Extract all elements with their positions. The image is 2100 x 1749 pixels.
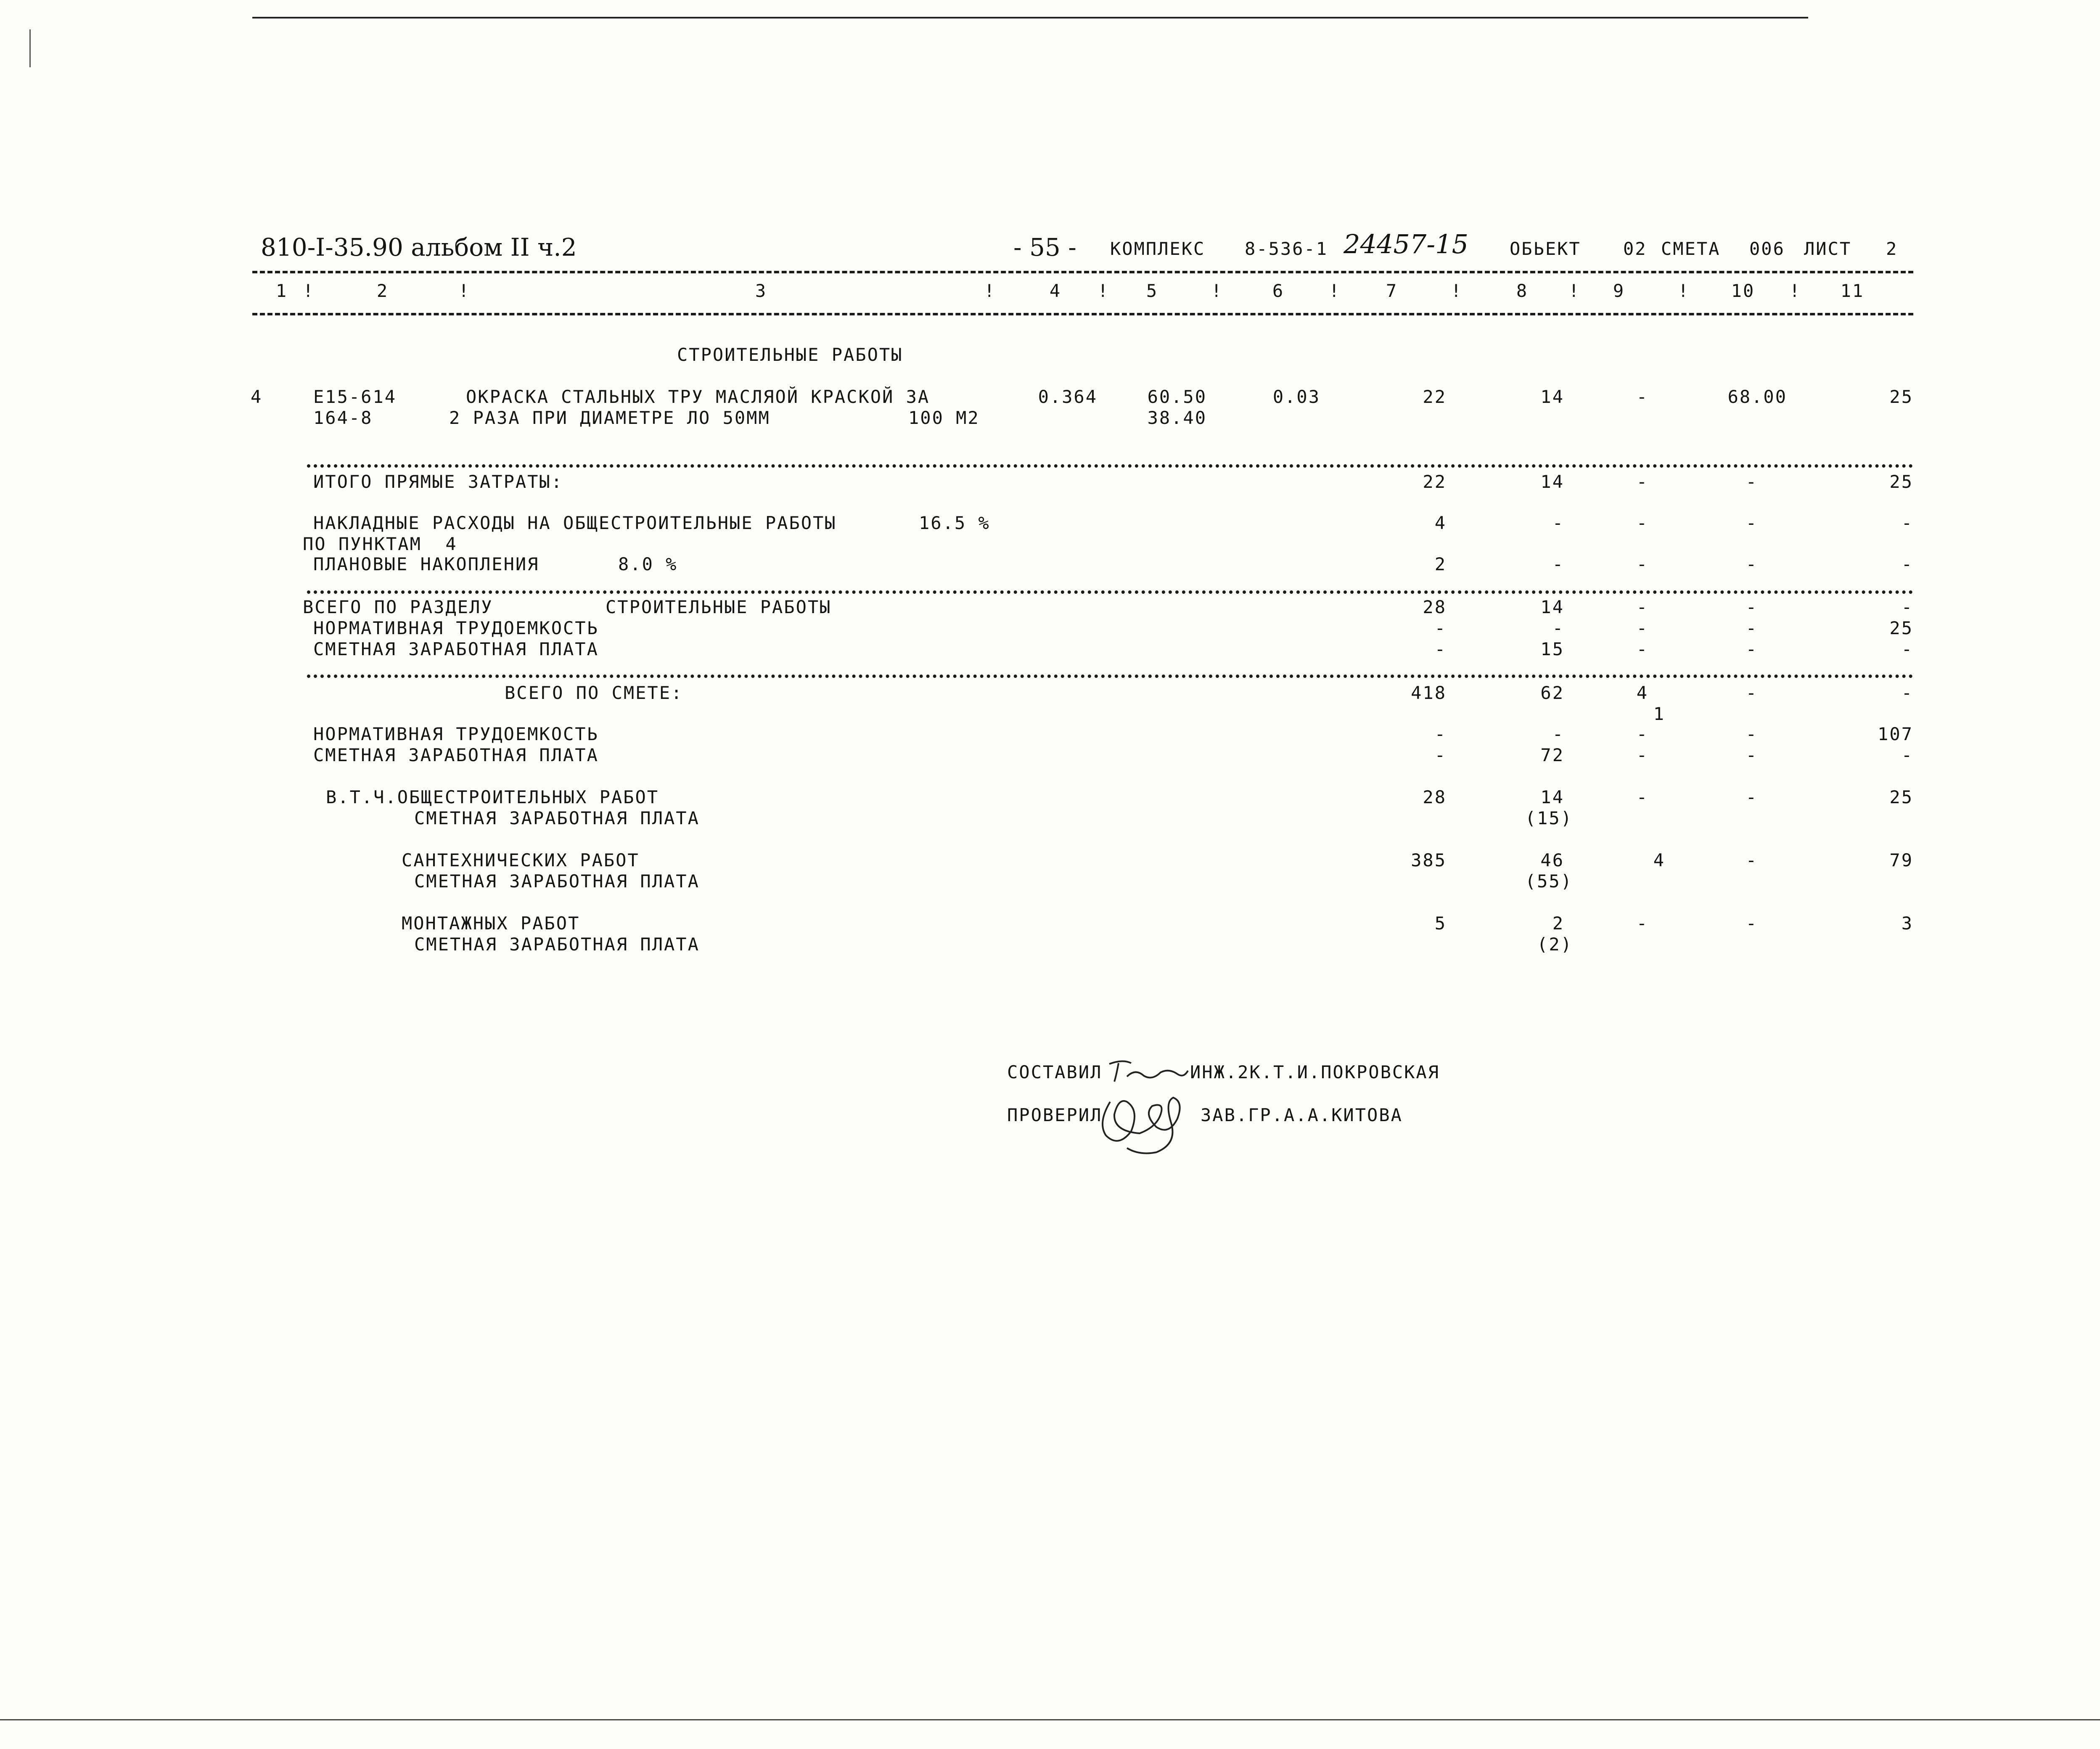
section-wage-col9: - [1636, 639, 1648, 659]
left-margin-tick [29, 29, 31, 67]
column-separator: ! [1568, 280, 1581, 301]
col-8: 8 [1516, 280, 1529, 301]
savings-col9: - [1636, 554, 1648, 574]
item-description-line2: 2 РАЗА ПРИ ДИАМЕТРЕ ЛО 50ММ [449, 407, 770, 428]
breakdown-plumbing-col10: - [1746, 850, 1758, 871]
checked-label: ПРОВЕРИЛ [1007, 1105, 1103, 1125]
column-separator: ! [1211, 280, 1223, 301]
breakdown-general-label: В.Т.Ч.ОБЩЕСТРОИТЕЛЬНЫХ РАБОТ [326, 787, 659, 807]
breakdown-plumbing-col9: 4 [1653, 850, 1665, 871]
sheet-label: ЛИСТ [1804, 238, 1852, 259]
overhead-col10: - [1746, 513, 1758, 533]
item-col9: - [1636, 386, 1648, 407]
section-wage-col11: - [1901, 639, 1913, 659]
breakdown-installation-col8-wage: (2) [1537, 934, 1573, 955]
breakdown-plumbing-col11: 79 [1889, 850, 1913, 871]
savings-label: ПЛАНОВЫЕ НАКОПЛЕНИЯ [313, 554, 540, 574]
separator-dotted [307, 464, 1913, 468]
savings-col8: - [1552, 554, 1564, 574]
column-separator: ! [1451, 280, 1463, 301]
sheet-value: 2 [1886, 238, 1898, 259]
breakdown-installation-col7: 5 [1434, 913, 1447, 934]
item-number: 4 [251, 386, 263, 407]
page-number: - 55 - [1013, 233, 1076, 262]
section-labor-label: НОРМАТИВНАЯ ТРУДОЕМКОСТЬ [313, 618, 599, 638]
overhead-col11: - [1901, 513, 1913, 533]
handwritten-code: 24457-15 [1344, 229, 1469, 259]
col-1: 1 [275, 280, 288, 301]
separator-dotted [307, 675, 1913, 678]
section-labor-col8: - [1552, 618, 1564, 638]
col-6: 6 [1272, 280, 1285, 301]
object-value: 02 [1623, 238, 1647, 259]
direct-costs-col8: 14 [1540, 471, 1564, 492]
breakdown-installation-col8: 2 [1552, 913, 1564, 934]
estimate-total-col9: 4 [1636, 683, 1648, 703]
complex-label: КОМПЛЕКС [1110, 238, 1206, 259]
estimate-value: 006 [1749, 238, 1785, 259]
header-rule-top [252, 271, 1913, 273]
overhead-col9: - [1636, 513, 1648, 533]
estimate-labor-col10: - [1746, 724, 1758, 744]
section-wage-col7: - [1434, 639, 1447, 659]
breakdown-general-col8-wage: (15) [1525, 808, 1573, 828]
item-code: Е15-614 [313, 386, 397, 407]
column-separator: ! [458, 280, 471, 301]
column-separator: ! [1098, 280, 1110, 301]
direct-costs-col7: 22 [1423, 471, 1447, 492]
bottom-edge-line [0, 1719, 2100, 1720]
estimate-total-col8: 62 [1540, 683, 1564, 703]
col-3: 3 [755, 280, 767, 301]
estimate-label: СМЕТА [1661, 238, 1721, 259]
col-2: 2 [376, 280, 389, 301]
header-rule-bottom [252, 313, 1913, 315]
section-total-col9: - [1636, 597, 1648, 617]
direct-costs-label: ИТОГО ПРЯМЫЕ ЗАТРАТЫ: [313, 471, 563, 492]
overhead-rate: 16.5 % [919, 513, 990, 533]
estimate-wage-col10: - [1746, 745, 1758, 765]
item-col5-second: 38.40 [1147, 407, 1207, 428]
estimate-total-col11: - [1901, 683, 1913, 703]
column-separator: ! [1678, 280, 1690, 301]
compiled-name: ИНЖ.2К.Т.И.ПОКРОВСКАЯ [1190, 1062, 1440, 1082]
breakdown-installation-col9: - [1636, 913, 1648, 934]
section-wage-col8: 15 [1540, 639, 1564, 659]
item-col6: 0.03 [1272, 386, 1320, 407]
section-labor-col7: - [1434, 618, 1447, 638]
breakdown-general-col8: 14 [1540, 787, 1564, 807]
section-title: СТРОИТЕЛЬНЫЕ РАБОТЫ [677, 344, 903, 365]
estimate-labor-col9: - [1636, 724, 1648, 744]
compiled-label: СОСТАВИЛ [1007, 1062, 1103, 1082]
complex-value: 8-536-1 [1245, 238, 1328, 259]
breakdown-plumbing-col8: 46 [1540, 850, 1564, 871]
checked-signature [1093, 1085, 1203, 1156]
item-unit: 100 М2 [908, 407, 980, 428]
col-9: 9 [1613, 280, 1625, 301]
direct-costs-col9: - [1636, 471, 1648, 492]
section-labor-col11: 25 [1889, 618, 1913, 638]
column-separator: ! [1329, 280, 1341, 301]
overhead-col8: - [1552, 513, 1564, 533]
breakdown-installation-col11: 3 [1901, 913, 1913, 934]
overhead-col7: 4 [1434, 513, 1447, 533]
breakdown-installation-col10: - [1746, 913, 1758, 934]
top-edge-line [252, 17, 1808, 19]
col-4: 4 [1049, 280, 1062, 301]
section-total-name: СТРОИТЕЛЬНЫЕ РАБОТЫ [606, 597, 832, 617]
overhead-points: ПО ПУНКТАМ 4 [303, 534, 458, 554]
estimate-wage-col11: - [1901, 745, 1913, 765]
item-col10: 68.00 [1727, 386, 1787, 407]
col-11: 11 [1840, 280, 1865, 301]
estimate-wage-col7: - [1434, 745, 1447, 765]
breakdown-plumbing-sub: СМЕТНАЯ ЗАРАБОТНАЯ ПЛАТА [414, 871, 700, 892]
breakdown-plumbing-label: САНТЕХНИЧЕСКИХ РАБОТ [402, 850, 640, 871]
estimate-wage-col9: - [1636, 745, 1648, 765]
compiled-signature [1106, 1056, 1190, 1089]
estimate-wage-label: СМЕТНАЯ ЗАРАБОТНАЯ ПЛАТА [313, 745, 599, 765]
estimate-labor-label: НОРМАТИВНАЯ ТРУДОЕМКОСТЬ [313, 724, 599, 744]
section-total-col11: - [1901, 597, 1913, 617]
estimate-labor-col7: - [1434, 724, 1447, 744]
estimate-total-col9-second: 1 [1653, 704, 1665, 724]
col-7: 7 [1386, 280, 1398, 301]
col-5: 5 [1146, 280, 1158, 301]
estimate-labor-col11: 107 [1878, 724, 1913, 744]
column-separator: ! [984, 280, 996, 301]
section-wage-label: СМЕТНАЯ ЗАРАБОТНАЯ ПЛАТА [313, 639, 599, 659]
savings-col11: - [1901, 554, 1913, 574]
document-code: 810-I-35.90 альбом II ч.2 [261, 233, 577, 262]
breakdown-installation-label: МОНТАЖНЫХ РАБОТ [402, 913, 580, 934]
overhead-label: НАКЛАДНЫЕ РАСХОДЫ НА ОБЩЕСТРОИТЕЛЬНЫЕ РАБОТЫ [313, 513, 837, 533]
col-10: 10 [1731, 280, 1755, 301]
breakdown-general-col9: - [1636, 787, 1648, 807]
breakdown-installation-sub: СМЕТНАЯ ЗАРАБОТНАЯ ПЛАТА [414, 934, 700, 955]
estimate-total-col10: - [1746, 683, 1758, 703]
savings-col10: - [1746, 554, 1758, 574]
breakdown-plumbing-col8-wage: (55) [1525, 871, 1573, 892]
section-labor-col9: - [1636, 618, 1648, 638]
section-total-col10: - [1746, 597, 1758, 617]
item-col5: 60.50 [1147, 386, 1207, 407]
breakdown-plumbing-col7: 385 [1411, 850, 1447, 871]
savings-col7: 2 [1434, 554, 1447, 574]
item-col4: 0.364 [1038, 386, 1098, 407]
breakdown-general-col7: 28 [1423, 787, 1447, 807]
separator-dotted [307, 590, 1913, 594]
breakdown-general-col10: - [1746, 787, 1758, 807]
section-labor-col10: - [1746, 618, 1758, 638]
estimate-wage-col8: 72 [1540, 745, 1564, 765]
item-col11: 25 [1889, 386, 1913, 407]
item-col8: 14 [1540, 386, 1564, 407]
section-wage-col10: - [1746, 639, 1758, 659]
section-total-col8: 14 [1540, 597, 1564, 617]
item-code-secondary: 164-8 [313, 407, 373, 428]
breakdown-general-col11: 25 [1889, 787, 1913, 807]
column-separator: ! [1789, 280, 1801, 301]
breakdown-general-sub: СМЕТНАЯ ЗАРАБОТНАЯ ПЛАТА [414, 808, 700, 828]
item-col7: 22 [1423, 386, 1447, 407]
estimate-total-col7: 418 [1411, 683, 1447, 703]
item-description: ОКРАСКА СТАЛЬНЫХ ТРУ МАСЛЯОЙ КРАСКОЙ ЗА [466, 386, 930, 407]
savings-rate: 8.0 % [618, 554, 678, 574]
section-total-label: ВСЕГО ПО РАЗДЕЛУ [303, 597, 493, 617]
estimate-total-label: ВСЕГО ПО СМЕТЕ: [505, 683, 683, 703]
section-total-col7: 28 [1423, 597, 1447, 617]
estimate-labor-col8: - [1552, 724, 1564, 744]
object-label: ОБЬЕКТ [1510, 238, 1581, 259]
direct-costs-col11: 25 [1889, 471, 1913, 492]
column-separators: ! [303, 280, 315, 301]
direct-costs-col10: - [1746, 471, 1758, 492]
checked-name: ЗАВ.ГР.А.А.КИТОВА [1201, 1105, 1403, 1125]
